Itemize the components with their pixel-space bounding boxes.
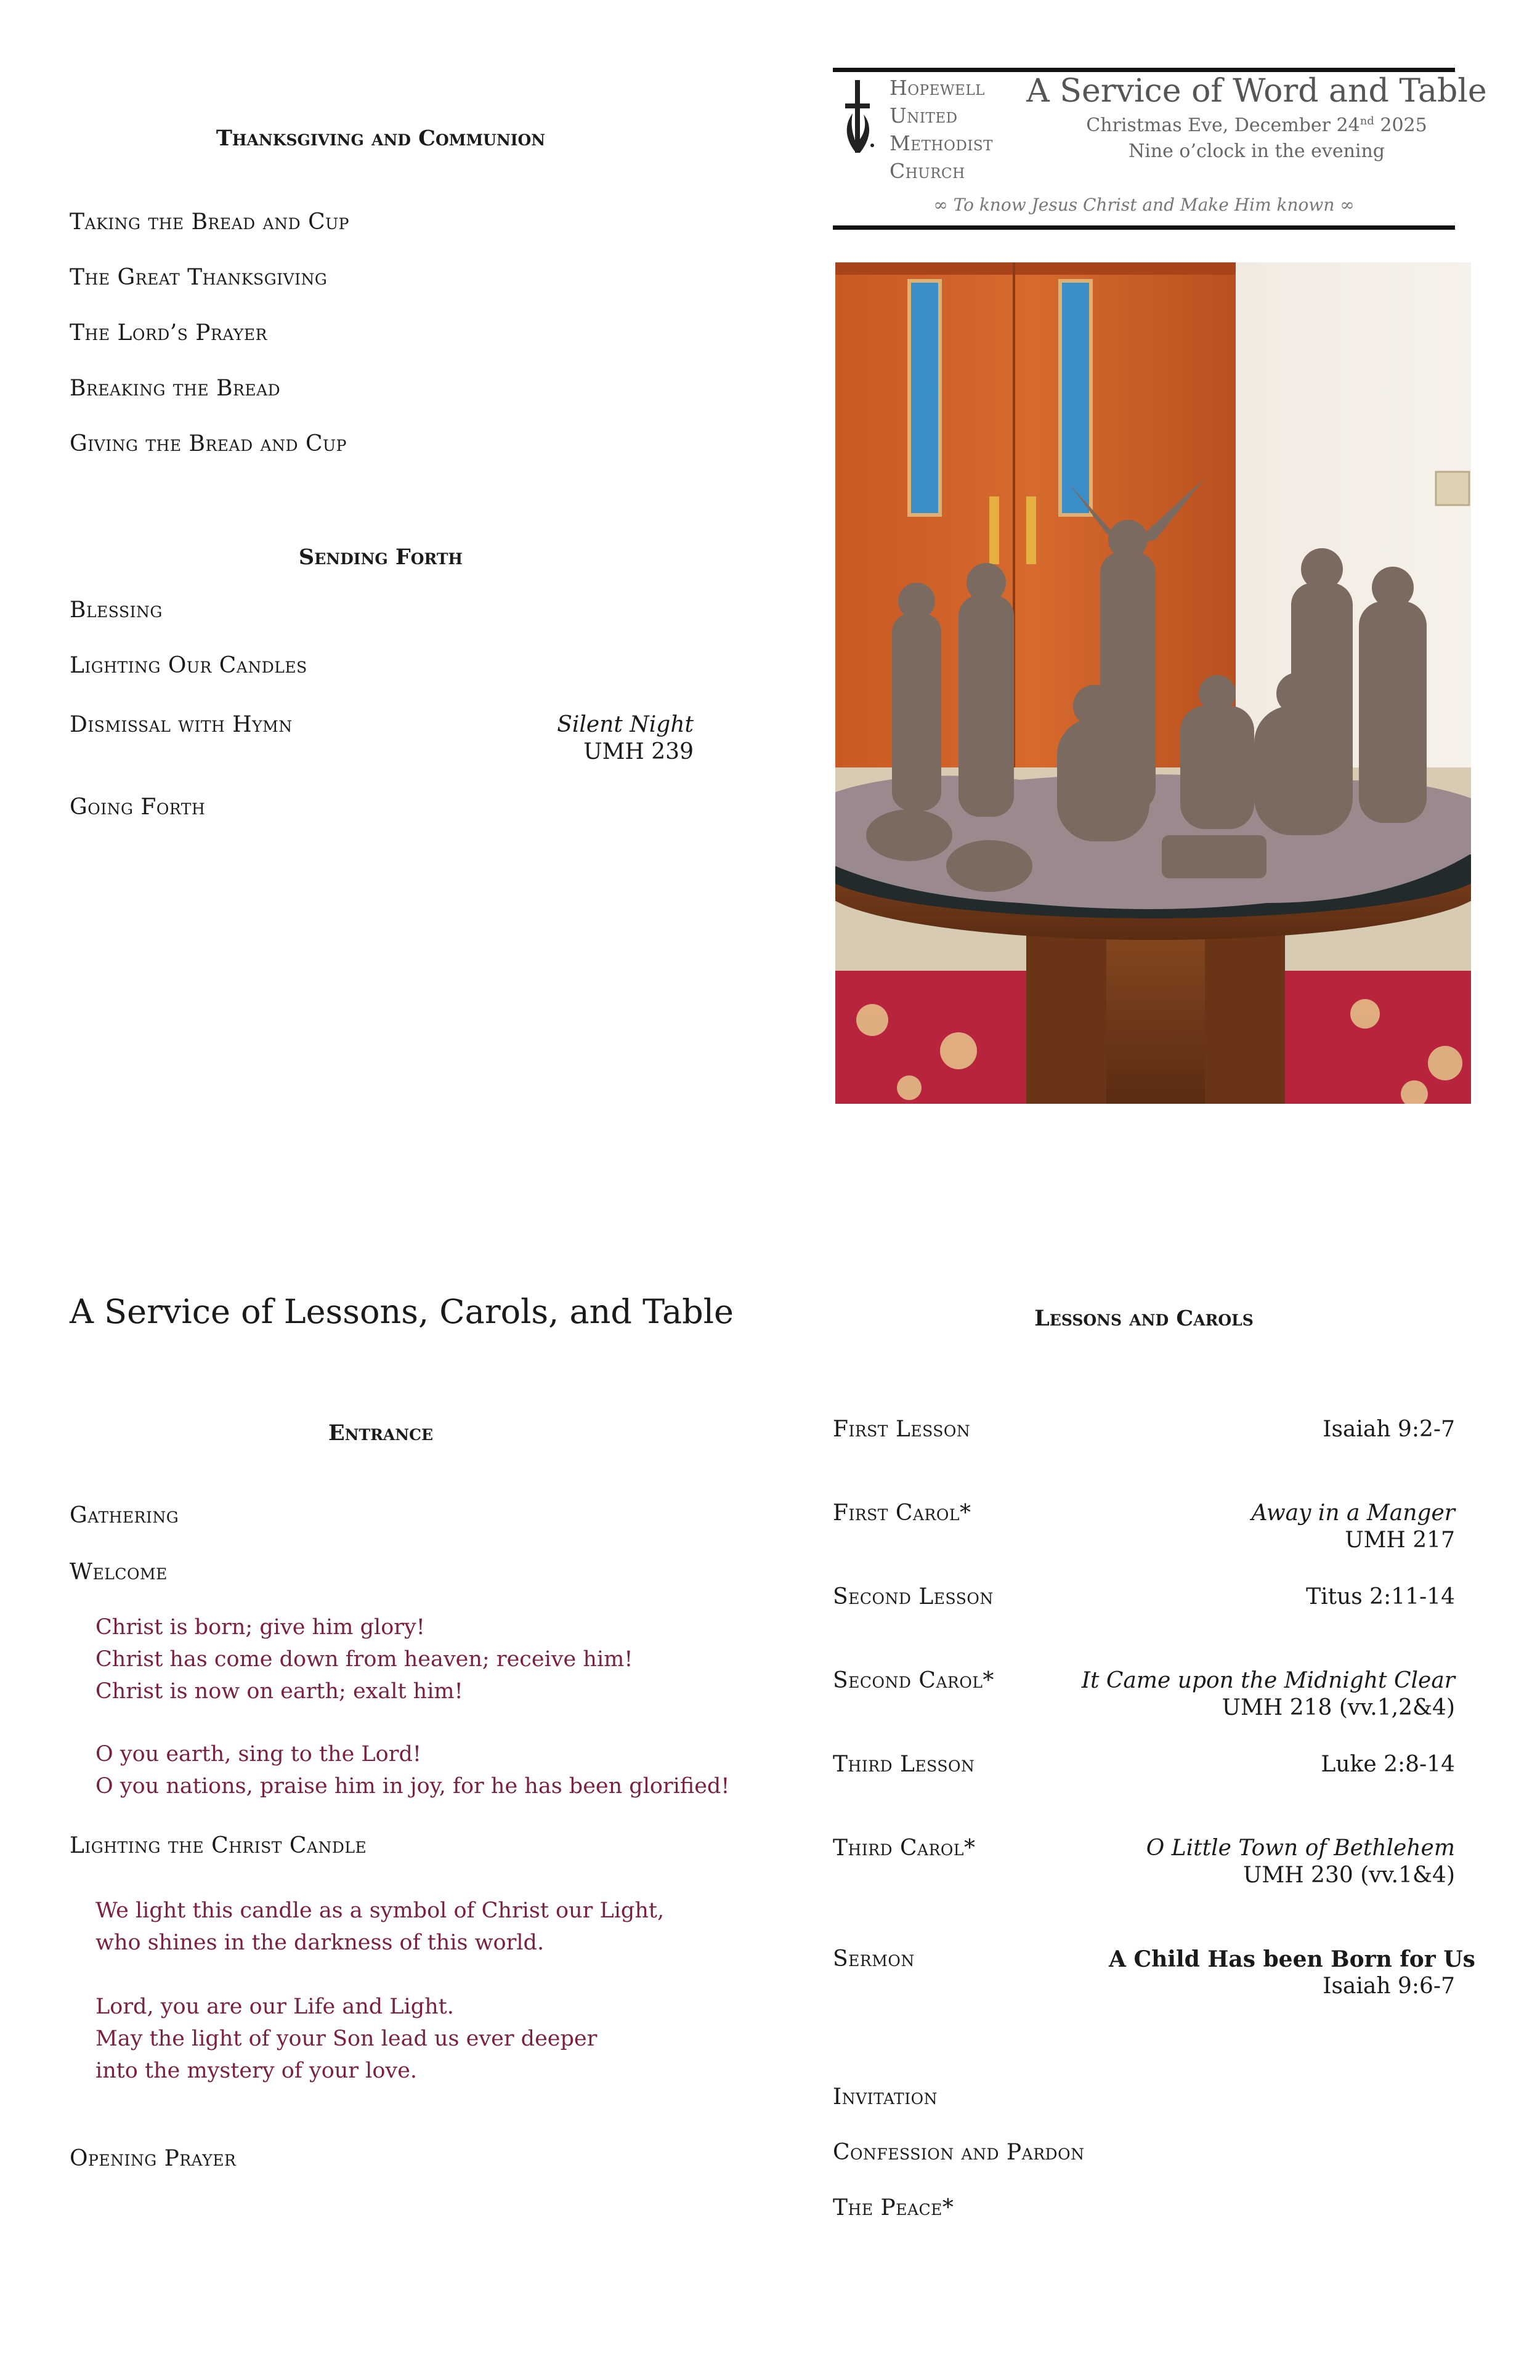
service-date: Christmas Eve, December 24nd 2025 xyxy=(1086,115,1427,136)
nativity-photo xyxy=(835,262,1471,1104)
order-item: The Great Thanksgiving xyxy=(70,265,328,290)
order-item: The Lord’s Prayer xyxy=(70,320,267,346)
hymn-title: Silent Night xyxy=(557,712,694,737)
service-title: A Service of Word and Table xyxy=(1026,73,1487,110)
carol-title: O Little Town of Bethlehem xyxy=(1146,1836,1455,1861)
responsive-reading: Christ is born; give him glory! Christ has come down from heaven; receive him! Christ is now on earth; exalt him! xyxy=(95,1615,633,1704)
order-item: Lighting Our Candles xyxy=(70,653,307,678)
order-item: Confession and Pardon xyxy=(833,2140,1085,2165)
order-item: Breaking the Bread xyxy=(70,376,281,401)
sermon-title: A Child Has been Born for Us xyxy=(1109,1946,1475,1972)
order-item: Taking the Bread and Cup xyxy=(70,209,349,235)
page-title: A Service of Lessons, Carols, and Table xyxy=(70,1292,734,1331)
order-item: Lighting the Christ Candle xyxy=(70,1833,367,1858)
lesson-reference: Isaiah 9:2-7 xyxy=(1323,1417,1455,1442)
sermon-label: Sermon xyxy=(833,1946,915,1972)
carol-number: UMH 217 xyxy=(1345,1528,1455,1553)
order-item: Welcome xyxy=(70,1560,168,1585)
carol-label: First Carol* xyxy=(833,1500,971,1526)
carol-title: It Came upon the Midnight Clear xyxy=(1081,1668,1455,1693)
order-item: The Peace* xyxy=(833,2195,954,2220)
carol-label: Second Carol* xyxy=(833,1668,994,1693)
order-item: Going Forth xyxy=(70,795,206,820)
order-item: Blessing xyxy=(70,597,163,623)
order-item: Giving the Bread and Cup xyxy=(70,431,347,456)
header-rule-top xyxy=(833,68,1455,72)
responsive-reading: O you earth, sing to the Lord! O you nations, praise him in joy, for he has been glorified! xyxy=(95,1742,730,1799)
carol-number: UMH 230 (vv.1&4) xyxy=(1243,1863,1455,1888)
order-item: Dismissal with Hymn xyxy=(70,712,293,737)
hymn-number: UMH 239 xyxy=(583,739,694,764)
responsive-reading: Lord, you are our Life and Light. May the light of your Son lead us ever deeper into the mystery of your love. xyxy=(95,1994,598,2083)
order-item: Opening Prayer xyxy=(70,2146,237,2171)
service-time: Nine o’clock in the evening xyxy=(1128,140,1385,162)
header-rule-bottom xyxy=(833,225,1455,230)
lesson-reference: Titus 2:11-14 xyxy=(1306,1584,1455,1609)
responsive-reading: We light this candle as a symbol of Christ our Light, who shines in the darkness of this world. xyxy=(95,1898,665,1955)
carol-title: Away in a Manger xyxy=(1251,1500,1455,1526)
carol-label: Third Carol* xyxy=(833,1836,976,1861)
lessons-heading: Lessons and Carols xyxy=(1034,1306,1254,1331)
lesson-label: Third Lesson xyxy=(833,1752,975,1777)
thanksgiving-heading: Thanksgiving and Communion xyxy=(216,126,546,151)
lesson-label: First Lesson xyxy=(833,1417,971,1442)
motto: ∞ To know Jesus Christ and Make Him known ∞ xyxy=(933,195,1355,215)
lesson-label: Second Lesson xyxy=(833,1584,994,1609)
entrance-heading: Entrance xyxy=(328,1420,434,1446)
cross-and-flame-icon xyxy=(841,79,875,154)
church-name: Hopewell United Methodist Church xyxy=(890,76,993,183)
sending-heading: Sending Forth xyxy=(298,544,463,570)
sermon-reference: Isaiah 9:6-7 xyxy=(1323,1973,1455,1999)
carol-number: UMH 218 (vv.1,2&4) xyxy=(1222,1695,1455,1720)
order-item: Gathering xyxy=(70,1503,179,1528)
order-item: Invitation xyxy=(833,2084,938,2110)
lesson-reference: Luke 2:8-14 xyxy=(1321,1752,1455,1777)
